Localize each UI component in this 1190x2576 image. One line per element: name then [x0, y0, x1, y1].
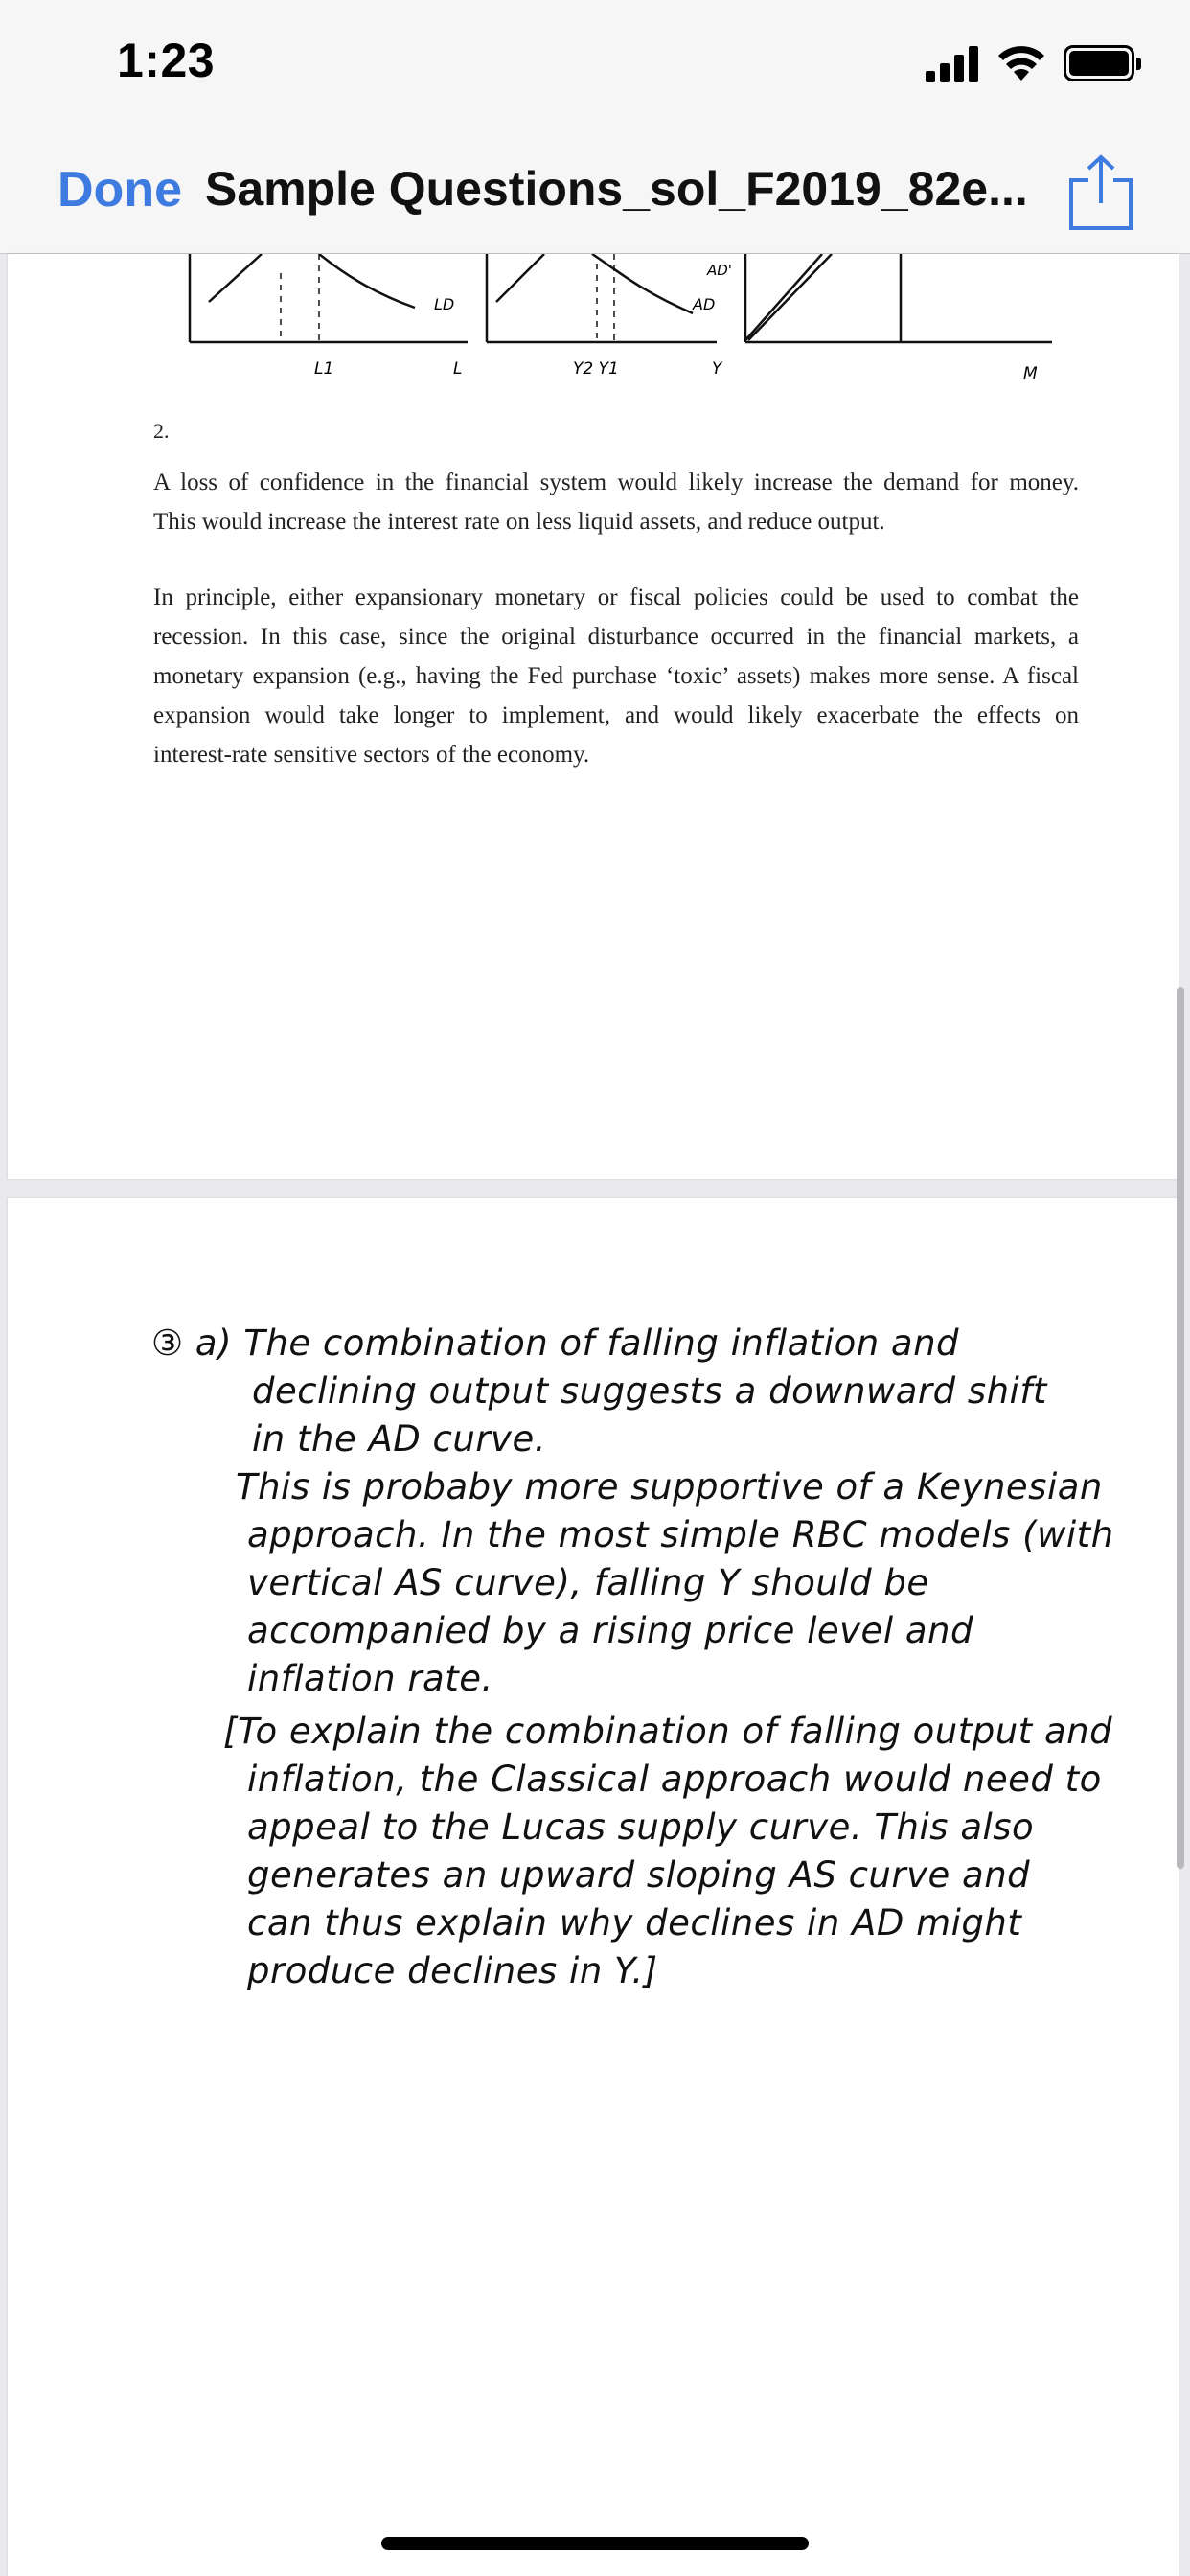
handwritten-line: approach. In the most simple RBC models (with [247, 1514, 1114, 1555]
pdf-page-2 [8, 1198, 1179, 2576]
label-m: M [1023, 364, 1038, 383]
handwritten-line: accompanied by a rising price level and [247, 1610, 973, 1651]
handwritten-line: declining output suggests a downward shift [252, 1370, 1047, 1412]
wifi-icon [996, 44, 1046, 82]
document-title: Sample Questions_sol_F2019_82e... [205, 162, 1028, 216]
scrollbar[interactable] [1177, 987, 1184, 1869]
handwritten-line: This is probaby more supportive of a Keynesian [236, 1466, 1103, 1507]
status-icons [926, 42, 1134, 84]
handwritten-line: generates an upward sloping AS curve and [247, 1854, 1031, 1896]
paragraph-line: This would increase the interest rate on less liquid assets, and reduce output. [153, 509, 885, 535]
label-l1: L1 [314, 359, 334, 379]
paragraph-line: monetary expansion (e.g., having the Fed purchase ‘toxic’ assets) makes more sense. A fiscal [153, 663, 1079, 689]
pdf-page-1 [8, 254, 1179, 1179]
paragraph-2 [153, 578, 1079, 774]
done-button[interactable]: Done [57, 162, 182, 218]
label-l: L [453, 359, 463, 379]
handwritten-line: vertical AS curve), falling Y should be [247, 1562, 929, 1603]
paragraph-line: In principle, either expansionary monetary or fiscal policies could be used to combat the [153, 585, 1079, 610]
paragraph-line: A loss of confidence in the financial system would likely increase the demand for money. [153, 470, 1079, 495]
battery-icon [1064, 45, 1134, 81]
share-icon[interactable] [1067, 153, 1134, 232]
handwritten-line: in the AD curve. [252, 1418, 546, 1460]
cellular-signal-icon [926, 44, 979, 82]
label-ad-prime: AD' [707, 262, 732, 279]
paragraph-line: interest-rate sensitive sectors of the economy. [153, 742, 590, 768]
handwritten-answer [151, 1322, 1129, 2070]
label-ad: AD [693, 295, 716, 313]
handwritten-line: inflation, the Classical approach would need to [247, 1759, 1102, 1800]
handwritten-line: [To explain the combination of falling output and [223, 1711, 1113, 1752]
handwritten-line: ③ a) The combination of falling inflation and [151, 1322, 960, 1364]
paragraph-line: recession. In this case, since the original disturbance occurred in the financial markets, a [153, 624, 1079, 650]
paragraph-line: expansion would take longer to implement, and would likely exacerbate the effects on [153, 702, 1079, 728]
label-y: Y [712, 359, 722, 379]
home-indicator[interactable] [381, 2537, 809, 2550]
navigation-bar [0, 134, 1190, 254]
handwritten-line: appeal to the Lucas supply curve. This also [247, 1806, 1035, 1848]
handwritten-line: can thus explain why declines in AD might [247, 1902, 1022, 1944]
label-ld: LD [434, 295, 455, 313]
label-y2-y1: Y2 Y1 [573, 359, 619, 379]
status-time: 1:23 [117, 34, 216, 87]
economic-graphs [171, 254, 1062, 398]
status-bar [0, 0, 1190, 134]
question-number: 2. [153, 419, 170, 443]
handwritten-line: inflation rate. [247, 1658, 493, 1699]
paragraph-1 [153, 463, 1079, 541]
handwritten-line: produce declines in Y.] [247, 1950, 658, 1991]
